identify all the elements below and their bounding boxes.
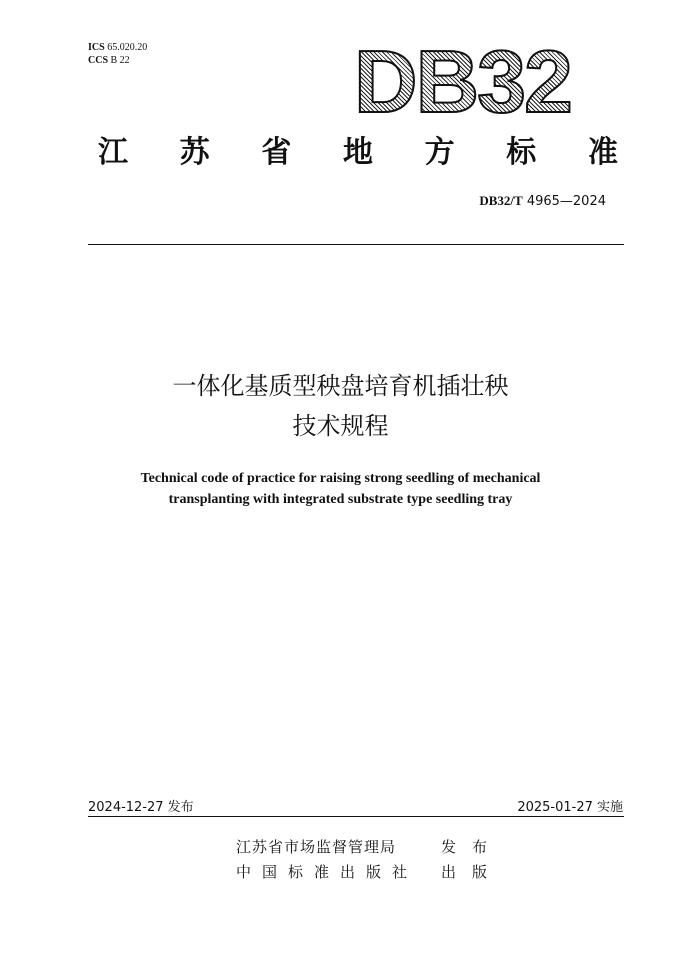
publisher-row: [236, 861, 503, 883]
classification-codes: [88, 41, 147, 67]
title-en-line1: Technical code of practice for raising strong seedling of mechanical: [140, 471, 541, 486]
publisher-org: 江苏省市场监督管理局: [236, 838, 397, 856]
publisher-action: 出版: [441, 863, 504, 881]
issue-date: 2024-12-27 发布: [88, 800, 194, 815]
bottom-divider: [88, 816, 624, 817]
standard-type-char: 江: [98, 135, 128, 170]
standard-type-char: 省: [261, 135, 292, 170]
ics-code: [88, 41, 147, 54]
standard-type: [98, 133, 618, 173]
ccs-value: B 22: [110, 55, 130, 66]
document-prefix: DB32/T: [479, 193, 523, 208]
ccs-code: [88, 54, 147, 67]
ics-value: 65.020.20: [107, 42, 148, 53]
publisher-action: 发布: [441, 838, 504, 856]
standard-type-char: 方: [424, 135, 455, 170]
title-zh-line1: 一体化基质型秧盘培育机插壮秧: [172, 372, 509, 400]
title-en-line2: transplanting with integrated substrate type seedling tray: [168, 492, 513, 507]
implementation-date: 2025-01-27 实施: [517, 800, 623, 815]
publisher-org: 中国标准出版社: [236, 863, 419, 881]
title-zh-line2: 技术规程: [292, 412, 389, 440]
standard-type-char: 苏: [179, 135, 210, 170]
ics-label: ICS: [88, 42, 105, 53]
top-divider: [88, 244, 624, 245]
publisher-row: [236, 836, 503, 858]
document-number: [479, 193, 606, 209]
standard-type-char: 标: [506, 135, 537, 170]
ccs-label: CCS: [88, 55, 109, 66]
standard-type-char: 地: [342, 135, 373, 170]
standard-type-char: 准: [587, 135, 618, 170]
document-number-value: 4965—2024: [526, 194, 606, 209]
db32-logo: DB32: [354, 32, 571, 131]
